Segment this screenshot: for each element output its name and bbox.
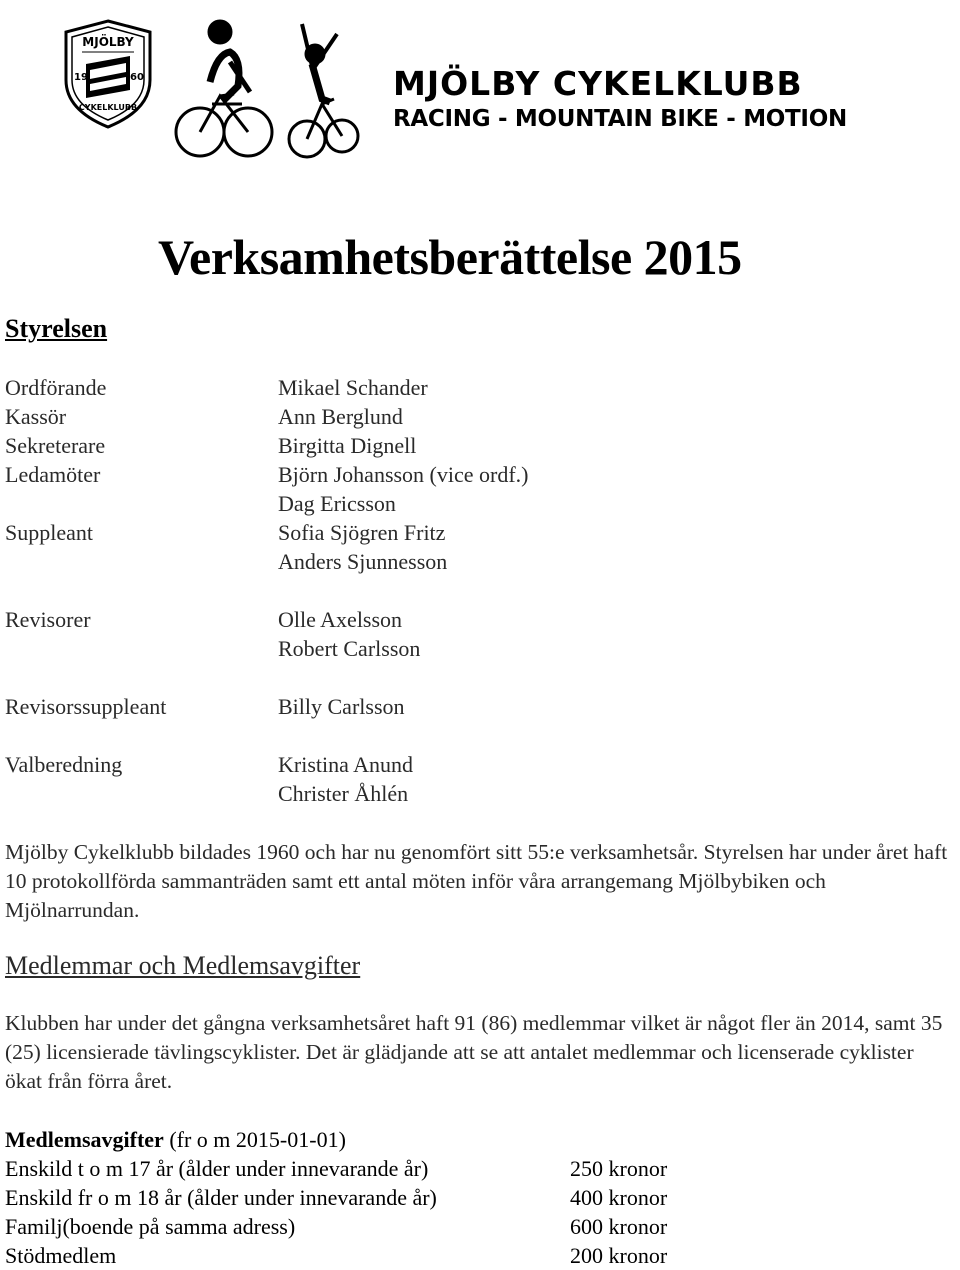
- fee-label: Familj(boende på samma adress): [5, 1214, 296, 1239]
- board-row: [5, 692, 529, 721]
- board-spacer: [5, 663, 529, 692]
- badge-year-left: 19: [74, 72, 88, 83]
- cyclists-illustration: [172, 4, 362, 164]
- board-role: [5, 779, 278, 808]
- board-role: [5, 634, 278, 663]
- board-row: [5, 547, 529, 576]
- board-member: Mikael Schander: [278, 375, 428, 400]
- board-row: [5, 460, 529, 489]
- club-name: MJÖLBY CYKELKLUBB: [393, 64, 803, 103]
- board-role: Ordförande: [5, 375, 107, 400]
- board-role: Revisorer: [5, 607, 91, 632]
- board-member: Sofia Sjögren Fritz: [278, 520, 446, 545]
- board-row: [5, 431, 529, 460]
- members-heading: Medlemmar och Medlemsavgifter: [5, 951, 361, 980]
- fees-table: [5, 1125, 667, 1270]
- board-heading: Styrelsen: [5, 314, 108, 343]
- board-row: [5, 634, 529, 663]
- fee-amount: 600 kronor: [570, 1214, 668, 1239]
- board-role: Sekreterare: [5, 433, 106, 458]
- document-title: Verksamhetsberättelse 2015: [158, 229, 742, 285]
- board-row: [5, 489, 529, 518]
- board-spacer: [5, 576, 529, 605]
- board-row: [5, 518, 529, 547]
- board-role: Ledamöter: [5, 462, 101, 487]
- board-role: [5, 489, 278, 518]
- board-role: Valberedning: [5, 752, 123, 777]
- board-row: [5, 779, 529, 808]
- board-role: Revisorssuppleant: [5, 694, 167, 719]
- fee-row: [5, 1241, 667, 1270]
- fee-row: [5, 1212, 667, 1241]
- board-member: Christer Åhlén: [278, 781, 409, 806]
- club-tagline: RACING - MOUNTAIN BIKE - MOTION: [393, 106, 847, 132]
- fee-amount: 250 kronor: [570, 1156, 668, 1181]
- board-member: Dag Ericsson: [278, 491, 396, 516]
- members-paragraph: Klubben har under det gångna verksamhetsåret haft 91 (86) medlemmar vilket är något fler än 2014, samt 35 (25) licensierade tävlingscyklister. Det är glädjande att se att antalet medlemmar och licenserade cyklister ökat från förra året.: [5, 1011, 943, 1093]
- board-row: [5, 402, 529, 431]
- board-row: [5, 750, 529, 779]
- fee-amount: 200 kronor: [570, 1243, 668, 1268]
- badge-bottom-text: CYKELKLUBB: [78, 103, 138, 112]
- board-role: [5, 547, 278, 576]
- board-role: Suppleant: [5, 520, 93, 545]
- badge-top-text: MJÖLBY: [82, 35, 134, 49]
- board-member: Billy Carlsson: [278, 694, 405, 719]
- fee-amount: 400 kronor: [570, 1185, 668, 1210]
- club-badge-logo: [60, 18, 156, 130]
- board-member: Birgitta Dignell: [278, 433, 417, 458]
- board-member: Björn Johansson (vice ordf.): [278, 462, 529, 487]
- board-member: Olle Axelsson: [278, 607, 403, 632]
- board-row: [5, 605, 529, 634]
- fee-label: Enskild fr o m 18 år (ålder under innevarande år): [5, 1185, 437, 1210]
- board-member: Ann Berglund: [278, 404, 403, 429]
- fee-label: Enskild t o m 17 år (ålder under innevarande år): [5, 1156, 429, 1181]
- badge-year-right: 60: [130, 72, 144, 83]
- fee-row: [5, 1154, 667, 1183]
- fee-row: [5, 1183, 667, 1212]
- fees-heading-bold: Medlemsavgifter: [5, 1127, 164, 1152]
- board-member: Robert Carlsson: [278, 636, 421, 661]
- board-list: [5, 373, 529, 808]
- history-paragraph: Mjölby Cykelklubb bildades 1960 och har nu genomfört sitt 55:e verksamhetsår. Styrelsen har under året haft 10 protokollförda sammanträden samt ett antal möten inför våra arrangemang Mjölbybiken och Mjölnarrundan.: [5, 840, 948, 922]
- board-member: Anders Sjunnesson: [278, 549, 448, 574]
- board-role: Kassör: [5, 404, 67, 429]
- fee-label: Stödmedlem: [5, 1243, 117, 1268]
- fees-heading-date: (fr o m 2015-01-01): [163, 1127, 346, 1152]
- board-member: Kristina Anund: [278, 752, 414, 777]
- board-row: [5, 373, 529, 402]
- board-spacer: [5, 721, 529, 750]
- fees-heading: [5, 1125, 667, 1154]
